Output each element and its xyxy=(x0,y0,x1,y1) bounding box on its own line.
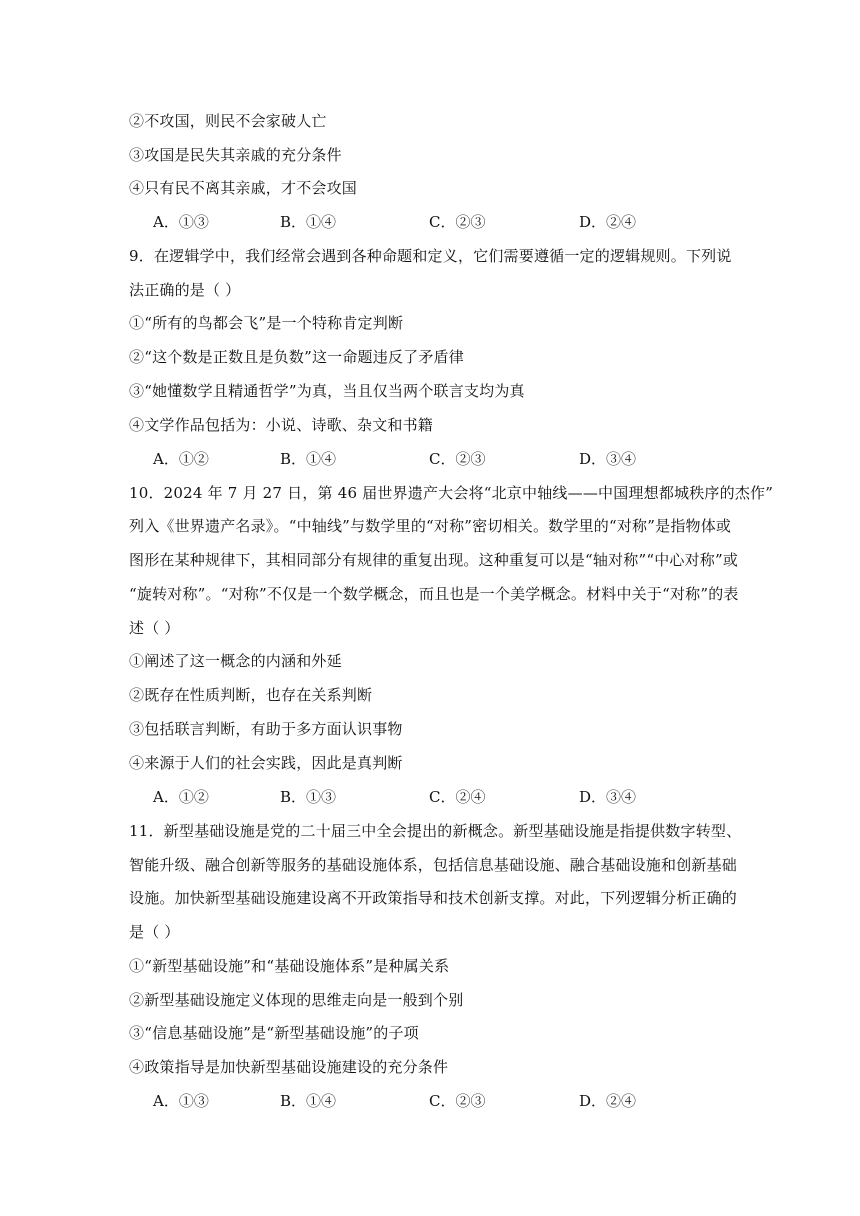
q8-statement-2: ②不攻国，则民不会家破人亡 xyxy=(129,112,327,130)
q8-option-b[interactable]: B．①④ xyxy=(280,213,337,231)
q9-statement-1: ①“所有的鸟都会飞”是一个特称肯定判断 xyxy=(129,314,404,332)
q8-option-c[interactable]: C．②③ xyxy=(429,213,486,231)
q9-option-d[interactable]: D．③④ xyxy=(579,450,637,468)
q11-stem-line-1: 11．新型基础设施是党的二十届三中全会提出的新概念。新型基础设施是指提供数字转型、 xyxy=(129,822,742,840)
q9-statement-4: ④文学作品包括为：小说、诗歌、杂文和书籍 xyxy=(129,416,434,434)
q10-option-b[interactable]: B．①③ xyxy=(280,788,337,806)
q10-option-a[interactable]: A．①② xyxy=(153,788,209,806)
q10-stem-line-1: 10．2024 年 7 月 27 日，第 46 届世界遗产大会将“北京中轴线——中国理想都城秩序的杰作” xyxy=(129,484,774,502)
q9-options xyxy=(153,449,773,469)
q8-option-d[interactable]: D．②④ xyxy=(579,213,637,231)
q10-statement-4: ④来源于人们的社会实践，因此是真判断 xyxy=(129,754,403,772)
q9-stem-line-1: 9．在逻辑学中，我们经常会遇到各种命题和定义，它们需要遵循一定的逻辑规则。下列说 xyxy=(129,247,732,265)
q8-options xyxy=(153,212,773,232)
q9-option-c[interactable]: C．②③ xyxy=(429,450,486,468)
q10-statement-2: ②既存在性质判断，也存在关系判断 xyxy=(129,686,373,704)
q11-statement-1: ①“新型基础设施”和“基础设施体系”是种属关系 xyxy=(129,957,450,975)
q8-statement-4: ④只有民不离其亲戚，才不会攻国 xyxy=(129,179,358,197)
q11-statement-3: ③“信息基础设施”是“新型基础设施”的子项 xyxy=(129,1024,419,1042)
q11-stem-line-2: 智能升级、融合创新等服务的基础设施体系，包括信息基础设施、融合基础设施和创新基础 xyxy=(129,856,738,874)
q11-option-a[interactable]: A．①③ xyxy=(153,1092,209,1110)
q11-options xyxy=(153,1091,773,1111)
q10-options xyxy=(153,787,773,807)
q9-statement-3: ③“她懂数学且精通哲学”为真，当且仅当两个联言支均为真 xyxy=(129,382,525,400)
q10-statement-3: ③包括联言判断，有助于多方面认识事物 xyxy=(129,720,403,738)
q9-option-a[interactable]: A．①② xyxy=(153,450,209,468)
q10-stem-line-3: 图形在某种规律下，其相同部分有规律的重复出现。这种重复可以是“轴对称”“中心对称”或 xyxy=(129,551,739,569)
q10-option-d[interactable]: D．③④ xyxy=(579,788,637,806)
q9-stem-line-2: 法正确的是（ ） xyxy=(129,281,241,299)
q11-option-c[interactable]: C．②③ xyxy=(429,1092,486,1110)
q11-stem-line-3: 设施。加快新型基础设施建设离不开政策指导和技术创新支撑。对此，下列逻辑分析正确的 xyxy=(129,889,738,907)
q10-stem-line-4: “旋转对称”。“对称”不仅是一个数学概念，而且也是一个美学概念。材料中关于“对称”的表 xyxy=(129,585,739,603)
q11-statement-2: ②新型基础设施定义体现的思维走向是一般到个别 xyxy=(129,991,464,1009)
q11-option-b[interactable]: B．①④ xyxy=(280,1092,337,1110)
q9-option-b[interactable]: B．①④ xyxy=(280,450,337,468)
q10-stem-line-2: 列入《世界遗产名录》。“中轴线”与数学里的“对称”密切相关。数学里的“对称”是指物体或 xyxy=(129,517,732,535)
q8-option-a[interactable]: A．①③ xyxy=(153,213,209,231)
q11-statement-4: ④政策指导是加快新型基础设施建设的充分条件 xyxy=(129,1058,449,1076)
q9-statement-2: ②“这个数是正数且是负数”这一命题违反了矛盾律 xyxy=(129,348,464,366)
q11-stem-line-4: 是（ ） xyxy=(129,923,180,941)
q8-statement-3: ③攻国是民失其亲戚的充分条件 xyxy=(129,146,342,164)
q10-stem-line-5: 述（ ） xyxy=(129,619,180,637)
q10-statement-1: ①阐述了这一概念的内涵和外延 xyxy=(129,652,342,670)
q11-option-d[interactable]: D．②④ xyxy=(579,1092,637,1110)
q10-option-c[interactable]: C．②④ xyxy=(429,788,486,806)
